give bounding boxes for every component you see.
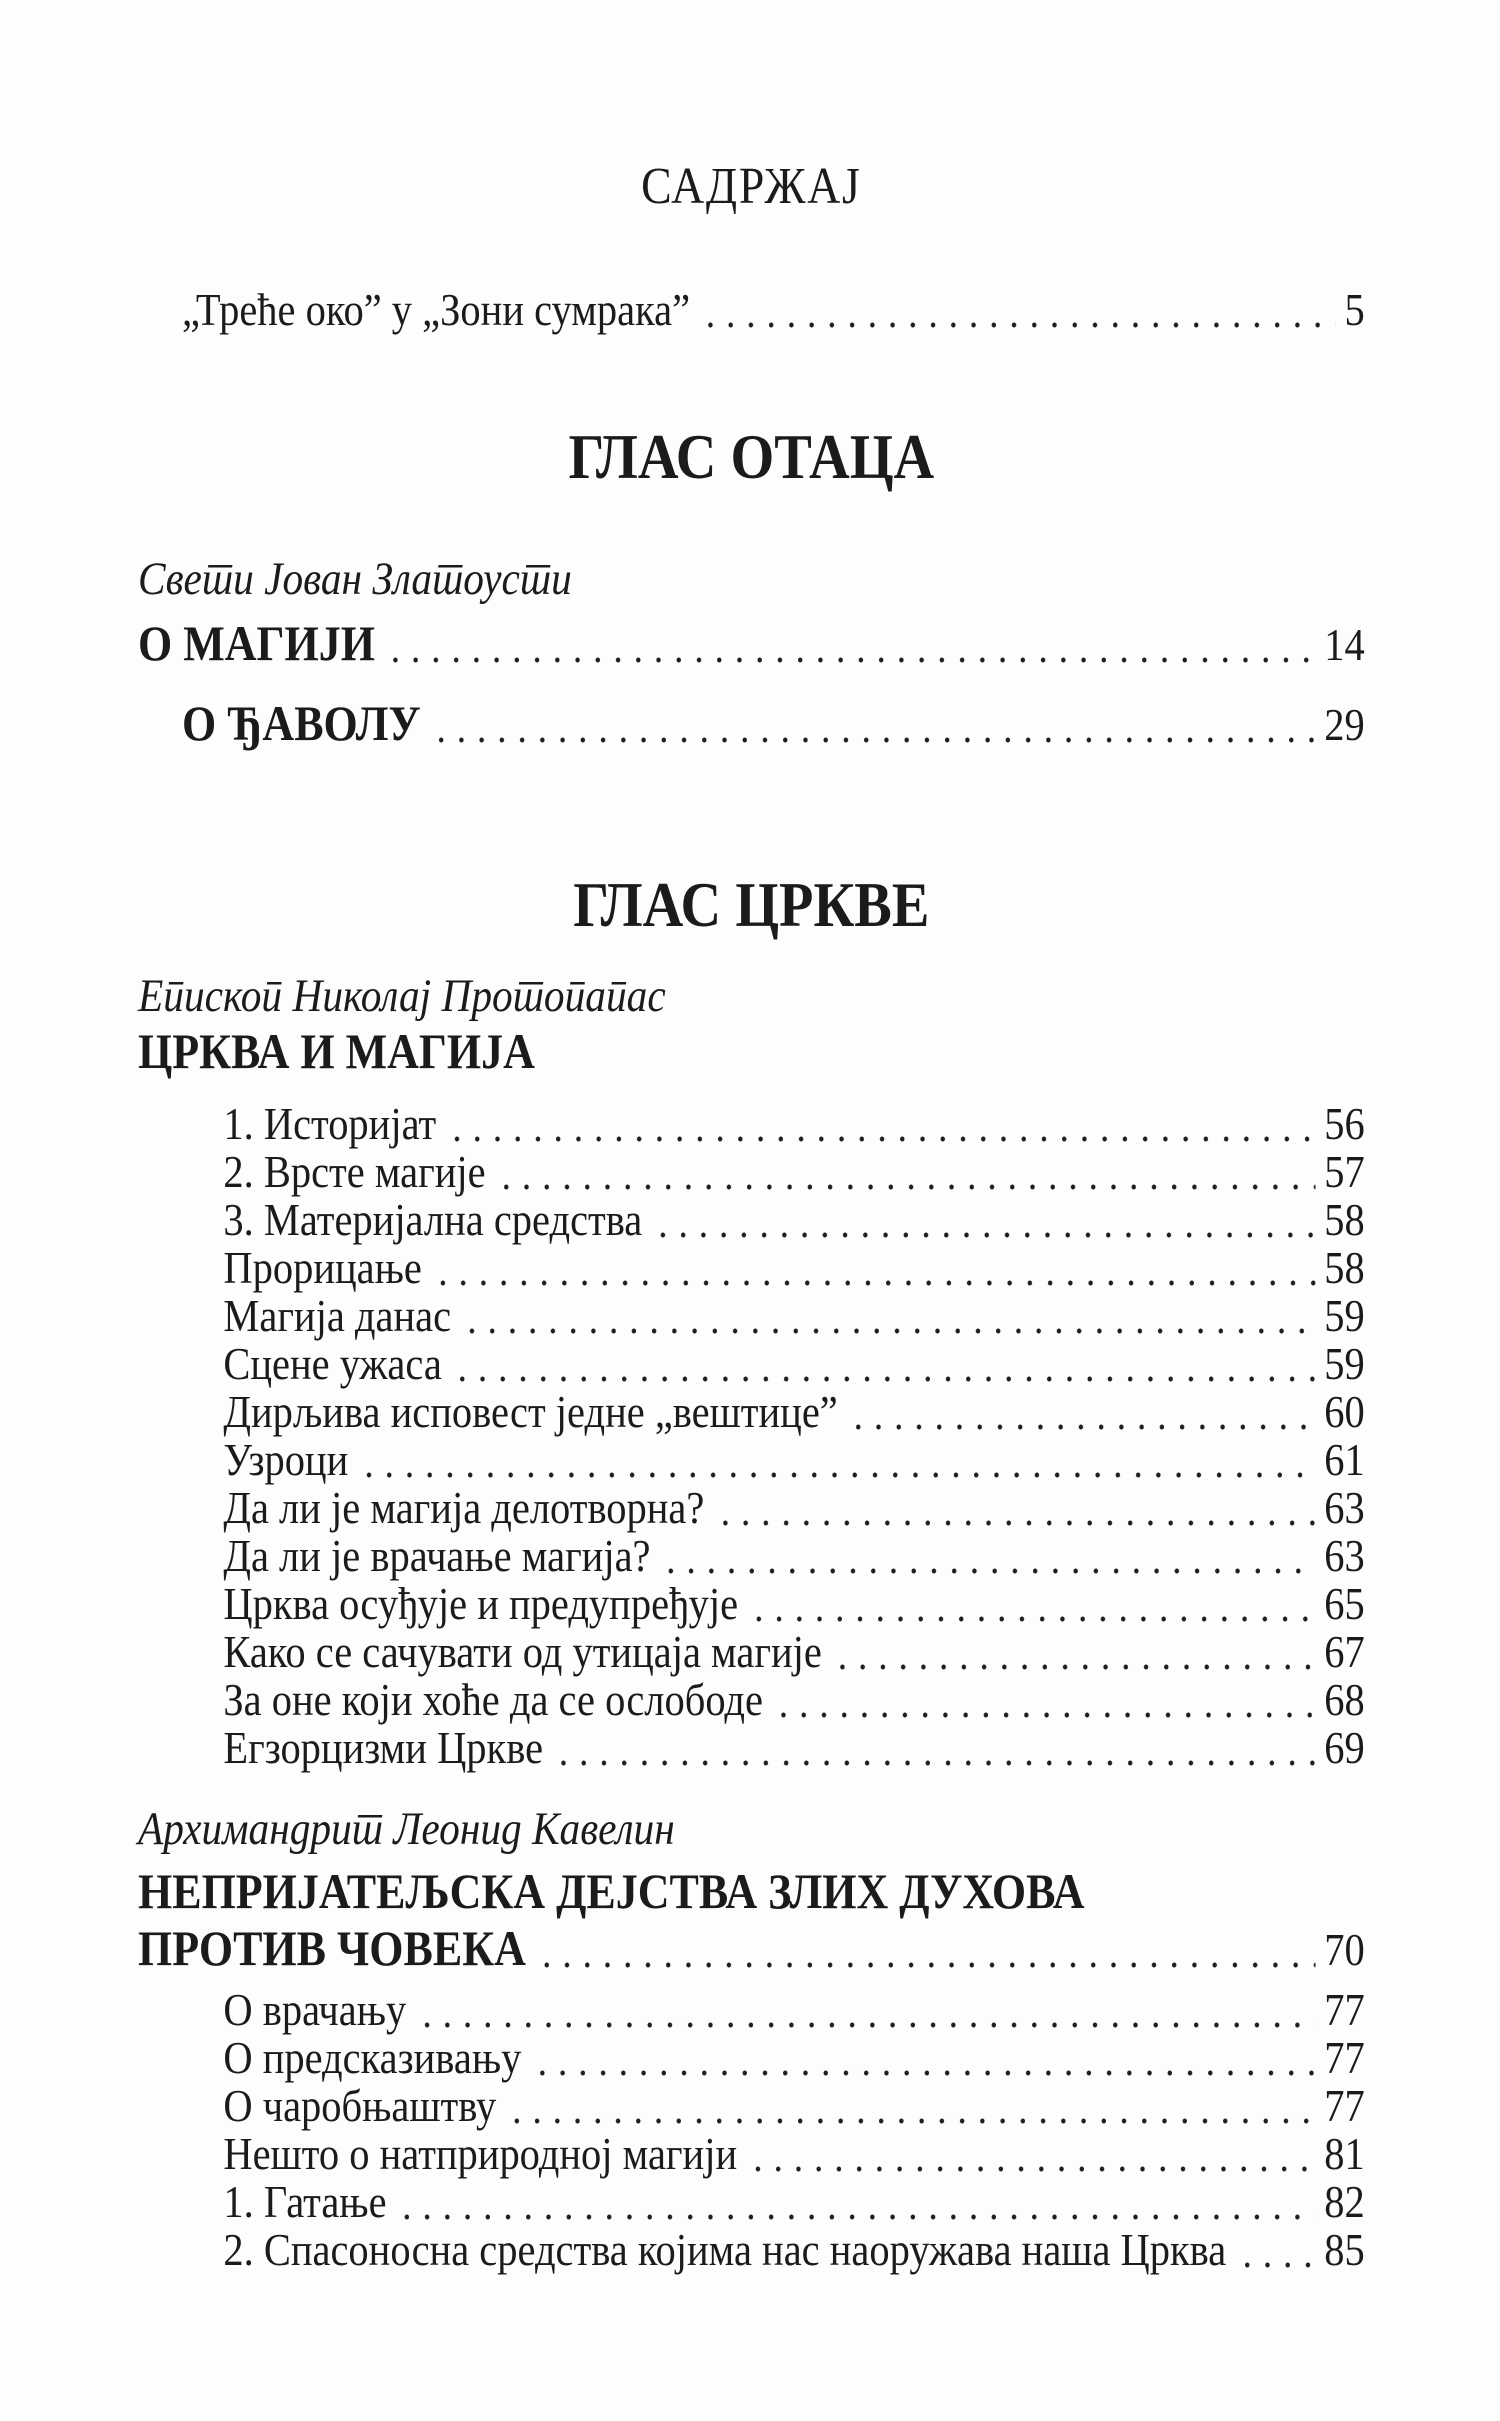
toc-entry <box>138 1146 1365 1197</box>
toc-entry-label: 1. Гатање <box>223 2176 387 2227</box>
dot-leader <box>536 1962 1315 1968</box>
dot-leader <box>554 1760 1316 1766</box>
toc-entry-label: Магија данас <box>223 1290 452 1341</box>
dot-leader <box>661 1568 1315 1574</box>
page-number: 5 <box>1344 284 1365 335</box>
page-number: 61 <box>1324 1434 1365 1485</box>
toc-entry-label: 3. Материјална средства <box>223 1194 643 1245</box>
toc-entry <box>138 2080 1365 2131</box>
toc-entry <box>138 284 1365 335</box>
dot-leader <box>359 1472 1316 1478</box>
page-title: САДРЖАЈ <box>641 158 862 215</box>
chapter-title-line1: НЕПРИЈАТЕЉСКА ДЕЈСТВА ЗЛИХ ДУХОВА <box>138 1863 1085 1919</box>
dot-leader <box>749 1616 1316 1622</box>
dot-leader <box>701 322 1336 328</box>
toc-entry <box>138 1242 1365 1293</box>
page-number: 58 <box>1324 1242 1365 1293</box>
toc-entry-label: Да ли је врачање магија? <box>223 1530 651 1581</box>
page-number: 81 <box>1324 2128 1365 2179</box>
page-number: 56 <box>1324 1098 1365 1149</box>
author-line: Архимандрит Леонид Кавелин <box>138 1803 675 1855</box>
page-number: 82 <box>1324 2176 1365 2227</box>
toc-entry-label: Нешто о натприродној магији <box>223 2128 738 2179</box>
toc-entry <box>138 1098 1365 1149</box>
toc-entry <box>138 1434 1365 1485</box>
dot-leader <box>462 1328 1316 1334</box>
toc-entry-label: Прорицање <box>223 1242 422 1293</box>
dot-leader <box>715 1520 1316 1526</box>
dot-leader <box>848 1424 1315 1430</box>
toc-entry <box>138 1530 1365 1581</box>
toc-entry-label: Дирљива исповест једне „вештице” <box>223 1386 838 1437</box>
dot-leader <box>774 1712 1316 1718</box>
toc-entry <box>138 1984 1365 2035</box>
dot-leader <box>653 1232 1316 1238</box>
author-line: Свети Јован Златоусти <box>138 553 572 605</box>
toc-entry-list <box>138 1098 1365 1773</box>
toc-entry-label: Црква осуђује и предупређује <box>223 1578 739 1629</box>
toc-entry <box>138 1920 1365 1976</box>
toc-entry-label: Сцене ужаса <box>223 1338 442 1389</box>
page-number: 63 <box>1324 1482 1365 1533</box>
page-number: 60 <box>1324 1386 1365 1437</box>
author-line: Епископ Николај Протопапас <box>138 970 666 1022</box>
toc-entry <box>138 1386 1365 1437</box>
page-number: 69 <box>1324 1722 1365 1773</box>
dot-leader <box>447 1136 1316 1142</box>
toc-entry <box>138 1722 1365 1773</box>
toc-entry-label: 1. Историјат <box>223 1098 437 1149</box>
section-heading: ГЛАС ЦРКВЕ <box>573 869 930 940</box>
toc-entry-label: Егзорцизми Цркве <box>223 1722 544 1773</box>
page-number: 58 <box>1324 1194 1365 1245</box>
dot-leader <box>748 2166 1316 2172</box>
dot-leader <box>432 1280 1315 1286</box>
toc-entry <box>138 2032 1365 2083</box>
page-number: 29 <box>1324 699 1365 750</box>
toc-entry <box>138 1290 1365 1341</box>
toc-entry-label: 2. Врсте магије <box>223 1146 486 1197</box>
toc-entry <box>138 615 1365 671</box>
page-number: 68 <box>1324 1674 1365 1725</box>
toc-entry-label: О врачању <box>223 1984 407 2035</box>
dot-leader <box>1237 2262 1316 2268</box>
page-number: 77 <box>1324 2032 1365 2083</box>
page-number: 63 <box>1324 1530 1365 1581</box>
dot-leader <box>386 657 1316 663</box>
chapter-title: ЦРКВА И МАГИЈА <box>138 1023 535 1079</box>
page-number: 77 <box>1324 2080 1365 2131</box>
toc-entry <box>138 2176 1365 2227</box>
toc-entry-label: Узроци <box>223 1434 349 1485</box>
dot-leader <box>431 737 1315 743</box>
toc-entry <box>138 1194 1365 1245</box>
dot-leader <box>507 2118 1316 2124</box>
dot-leader <box>452 1376 1315 1382</box>
toc-entry <box>138 1482 1365 1533</box>
toc-entry <box>138 2224 1365 2275</box>
page-number: 77 <box>1324 1984 1365 2035</box>
page-number: 59 <box>1324 1338 1365 1389</box>
toc-entry-label: О предсказивању <box>223 2032 522 2083</box>
toc-entry-label: О ЂАВОЛУ <box>182 695 421 751</box>
toc-entry-label: Да ли је магија делотворна? <box>223 1482 705 1533</box>
page-number: 59 <box>1324 1290 1365 1341</box>
toc-entry-label: „Треће око” у „Зони сумрака” <box>182 284 691 335</box>
dot-leader <box>532 2070 1316 2076</box>
toc-entry-label: Како се сачувати од утицаја магије <box>223 1626 822 1677</box>
toc-entry-label: 2. Спасоносна средства којима нас наоружава наша Црква <box>223 2224 1227 2275</box>
toc-entry-label: О чаробњаштву <box>223 2080 497 2131</box>
section-heading: ГЛАС ОТАЦА <box>568 421 935 492</box>
toc-entry-list <box>138 1984 1365 2275</box>
toc-entry <box>138 1626 1365 1677</box>
toc-entry-label: За оне који хоће да се ослободе <box>223 1674 763 1725</box>
toc-entry <box>138 695 1365 751</box>
toc-entry <box>138 1674 1365 1725</box>
page-number: 70 <box>1324 1924 1365 1975</box>
page-number: 14 <box>1324 619 1365 670</box>
dot-leader <box>832 1664 1315 1670</box>
dot-leader <box>496 1184 1315 1190</box>
dot-leader <box>397 2214 1315 2220</box>
dot-leader <box>417 2022 1316 2028</box>
toc-column <box>138 158 1365 2275</box>
toc-entry <box>138 2128 1365 2179</box>
toc-entry-label: О МАГИЈИ <box>138 615 375 671</box>
toc-entry <box>138 1578 1365 1629</box>
page-number: 85 <box>1324 2224 1365 2275</box>
chapter-title-line2: ПРОТИВ ЧОВЕКА <box>138 1920 526 1976</box>
page-number: 65 <box>1324 1578 1365 1629</box>
page-number: 57 <box>1324 1146 1365 1197</box>
page-number: 67 <box>1324 1626 1365 1677</box>
toc-entry <box>138 1338 1365 1389</box>
